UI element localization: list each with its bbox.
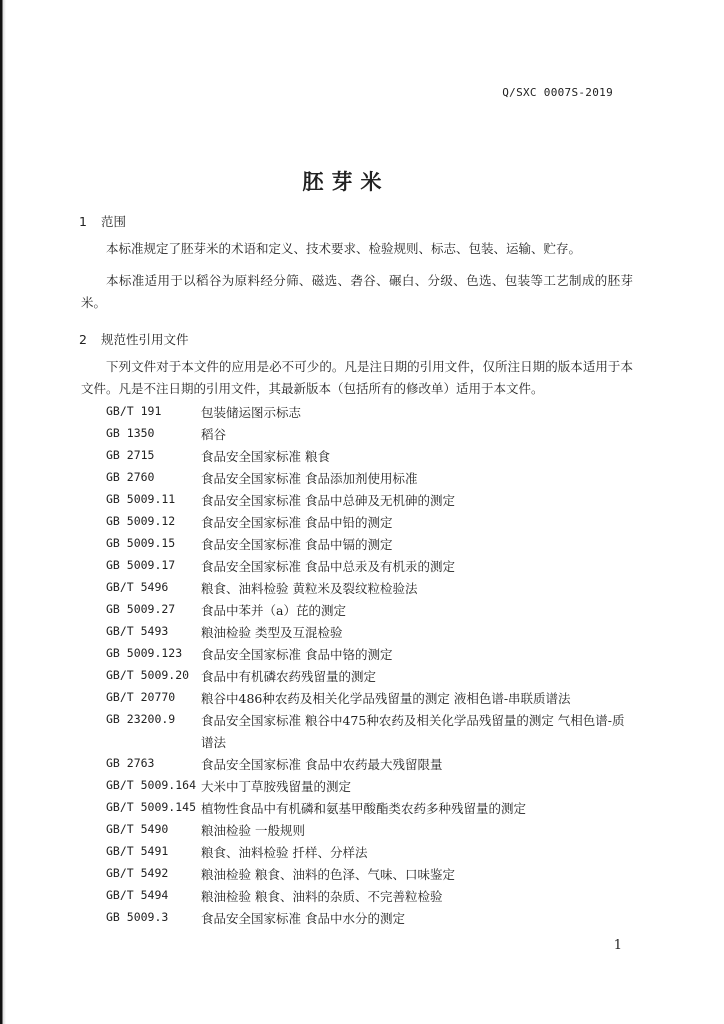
reference-item	[0, 446, 724, 468]
reference-item	[0, 842, 724, 864]
reference-title: 食品安全国家标准 食品中镉的测定	[201, 537, 393, 552]
reference-code: GB 5009.15	[106, 536, 176, 550]
section-1-paragraph-1: 本标准规定了胚芽米的术语和定义、技术要求、检验规则、标志、包装、运输、贮存。	[106, 241, 582, 256]
section-1-number: 1	[79, 214, 87, 229]
reference-title: 粮油检验 一般规则	[201, 823, 305, 838]
section-1-heading	[79, 212, 126, 230]
reference-item	[0, 710, 724, 754]
reference-title: 粮食、油料检验 扦样、分样法	[201, 845, 368, 860]
reference-item	[0, 534, 724, 556]
reference-title: 粮谷中486种农药及相关化学品残留量的测定 液相色谱-串联质谱法	[201, 691, 571, 706]
reference-code: GB 5009.17	[106, 558, 176, 572]
reference-item	[0, 424, 724, 446]
section-1-title: 范围	[101, 214, 127, 229]
reference-code: GB 5009.27	[106, 602, 176, 616]
section-2-number: 2	[79, 332, 87, 347]
section-2-heading	[79, 330, 189, 348]
reference-item	[0, 556, 724, 578]
reference-title: 食品中有机磷农药残留量的测定	[201, 669, 377, 684]
reference-code: GB 5009.123	[106, 646, 183, 660]
reference-code: GB 5009.12	[106, 514, 176, 528]
reference-title: 大米中丁草胺残留量的测定	[201, 779, 352, 794]
reference-item	[0, 666, 724, 688]
reference-title: 食品安全国家标准 食品中总汞及有机汞的测定	[201, 559, 455, 574]
reference-code: GB/T 5494	[106, 888, 169, 902]
reference-item	[0, 490, 724, 512]
reference-item	[0, 688, 724, 710]
reference-item	[0, 864, 724, 886]
reference-list	[0, 402, 724, 930]
reference-item	[0, 754, 724, 776]
reference-title: 食品安全国家标准 粮谷中475种农药及相关化学品残留量的测定 气相色谱-质谱法	[201, 713, 625, 750]
reference-item	[0, 600, 724, 622]
page-number: 1	[613, 938, 622, 953]
reference-item	[0, 578, 724, 600]
reference-code: GB/T 5009.164	[106, 778, 197, 792]
reference-item	[0, 402, 724, 424]
reference-code: GB 2715	[106, 448, 155, 462]
reference-title: 食品中苯并（a）芘的测定	[201, 603, 346, 618]
section-1-paragraph-2: 本标准适用于以稻谷为原料经分筛、磁选、砻谷、碾白、分级、色选、包装等工艺制成的胚芽米。	[81, 273, 633, 310]
reference-item	[0, 512, 724, 534]
reference-title: 粮油检验 粮食、油料的杂质、不完善粒检验	[201, 889, 443, 904]
reference-item	[0, 820, 724, 842]
reference-code: GB/T 5491	[106, 844, 169, 858]
reference-title: 植物性食品中有机磷和氨基甲酸酯类农药多种残留量的测定	[201, 801, 527, 816]
reference-title: 食品安全国家标准 食品中铬的测定	[201, 647, 393, 662]
reference-title: 食品安全国家标准 食品中总砷及无机砷的测定	[201, 493, 455, 508]
reference-code: GB/T 5496	[106, 580, 169, 594]
reference-title: 食品安全国家标准 食品添加剂使用标准	[201, 471, 418, 486]
reference-code: GB/T 191	[106, 404, 162, 418]
reference-code: GB/T 5009.145	[106, 800, 197, 814]
reference-code: GB 5009.3	[106, 910, 169, 924]
reference-item	[0, 644, 724, 666]
section-2-title: 规范性引用文件	[101, 332, 189, 347]
reference-code: GB 2763	[106, 756, 155, 770]
reference-title: 粮食、油料检验 黄粒米及裂纹粒检验法	[201, 581, 418, 596]
reference-item	[0, 468, 724, 490]
section-2-intro: 下列文件对于本文件的应用是必不可少的。凡是注日期的引用文件，仅所注日期的版本适用于本文件。凡是不注日期的引用文件，其最新版本（包括所有的修改单）适用于本文件。	[81, 359, 633, 396]
reference-code: GB 2760	[106, 470, 155, 484]
reference-title: 包装储运图示标志	[201, 405, 302, 420]
reference-title: 粮油检验 粮食、油料的色泽、气味、口味鉴定	[201, 867, 455, 882]
reference-code: GB/T 5493	[106, 624, 169, 638]
reference-item	[0, 622, 724, 644]
reference-item	[0, 908, 724, 930]
reference-code: GB/T 20770	[106, 690, 176, 704]
reference-code: GB/T 5490	[106, 822, 169, 836]
standard-code: Q/SXC 0007S-2019	[502, 86, 613, 99]
reference-item	[0, 776, 724, 798]
reference-code: GB 5009.11	[106, 492, 176, 506]
reference-title: 食品安全国家标准 粮食	[201, 449, 330, 464]
reference-code: GB 1350	[106, 426, 155, 440]
reference-code: GB/T 5492	[106, 866, 169, 880]
reference-code: GB/T 5009.20	[106, 668, 190, 682]
reference-title: 粮油检验 类型及互混检验	[201, 625, 343, 640]
reference-code: GB 23200.9	[106, 712, 176, 726]
document-title: 胚芽米	[302, 169, 390, 194]
reference-title: 稻谷	[201, 427, 227, 442]
reference-title: 食品安全国家标准 食品中铅的测定	[201, 515, 393, 530]
reference-title: 食品安全国家标准 食品中农药最大残留限量	[201, 757, 443, 772]
reference-item	[0, 798, 724, 820]
reference-title: 食品安全国家标准 食品中水分的测定	[201, 911, 405, 926]
reference-item	[0, 886, 724, 908]
